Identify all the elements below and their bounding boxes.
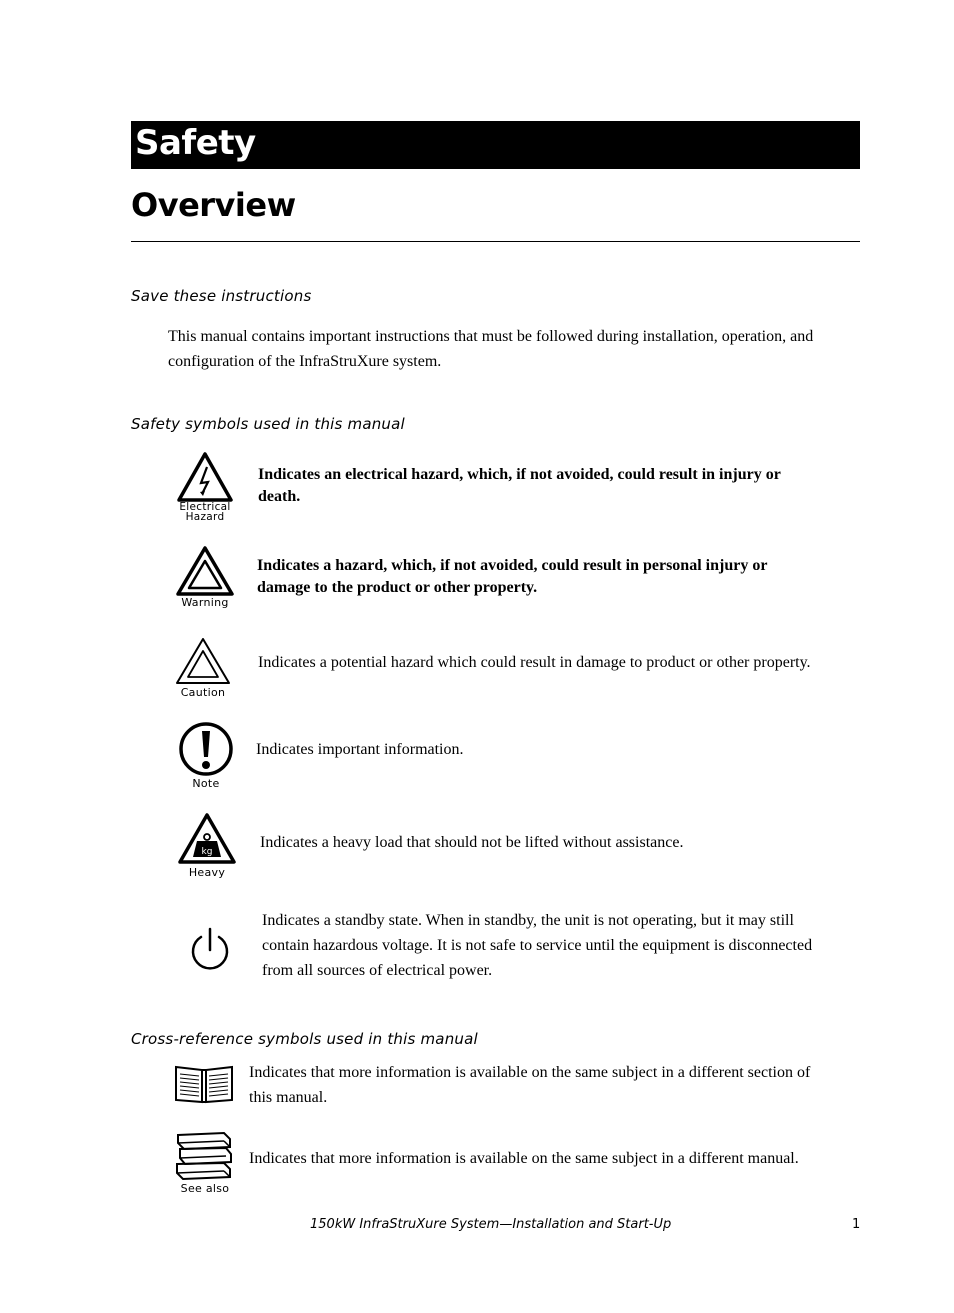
book-stack-icon <box>174 1131 234 1181</box>
electrical-hazard-description: Indicates an electrical hazard, which, if not avoided, could result in injury or death. <box>258 466 781 505</box>
note-icon <box>177 721 235 777</box>
warning-description: Indicates a hazard, which, if not avoided, could result in personal injury or damage to the product or other property. <box>257 557 768 596</box>
open-book-description: Indicates that more information is available on the same subject in a different section of this manual. <box>249 1064 811 1106</box>
open-book-icon <box>174 1064 234 1106</box>
heavy-load-description: Indicates a heavy load that should not be lifted without assistance. <box>260 834 684 851</box>
title-divider <box>131 241 860 242</box>
save-instructions-text: This manual contains important instructions that must be followed during installation, operation, and configuration of the InfraStruXure system. <box>168 328 814 370</box>
note-label: Note <box>192 777 220 790</box>
chapter-banner <box>131 121 860 169</box>
electrical-hazard-icon <box>176 452 234 502</box>
footer-title: 150kW InfraStruXure System—Installation and Start-Up <box>310 1217 672 1232</box>
section-heading-safety-symbols: Safety symbols used in this manual <box>131 415 405 433</box>
section-heading-save: Save these instructions <box>131 287 312 305</box>
standby-description: Indicates a standby state. When in standby, the unit is not operating, but it may still contain hazardous voltage. It is not safe to service until the equipment is disconnected from all sources of electrical power. <box>262 912 813 979</box>
section-heading-cross-reference: Cross-reference symbols used in this manual <box>131 1030 478 1048</box>
book-stack-description: Indicates that more information is available on the same subject in a different manual. <box>249 1150 799 1167</box>
warning-label: Warning <box>181 596 229 609</box>
heavy-load-badge: kg <box>201 847 213 857</box>
note-description: Indicates important information. <box>256 741 464 758</box>
caution-description: Indicates a potential hazard which could result in damage to product or other property. <box>258 654 811 671</box>
page-title: Overview <box>131 186 296 224</box>
warning-icon <box>175 545 235 597</box>
chapter-title: Safety <box>135 123 256 163</box>
see-also-label: See also <box>180 1182 230 1195</box>
heavy-load-icon <box>177 812 237 866</box>
caution-label: Caution <box>180 686 226 699</box>
electrical-hazard-label: Electrical Hazard <box>179 501 231 523</box>
standby-icon <box>190 926 230 972</box>
page-number: 1 <box>852 1217 861 1232</box>
caution-icon <box>174 636 232 686</box>
heavy-load-label: Heavy <box>188 866 226 879</box>
